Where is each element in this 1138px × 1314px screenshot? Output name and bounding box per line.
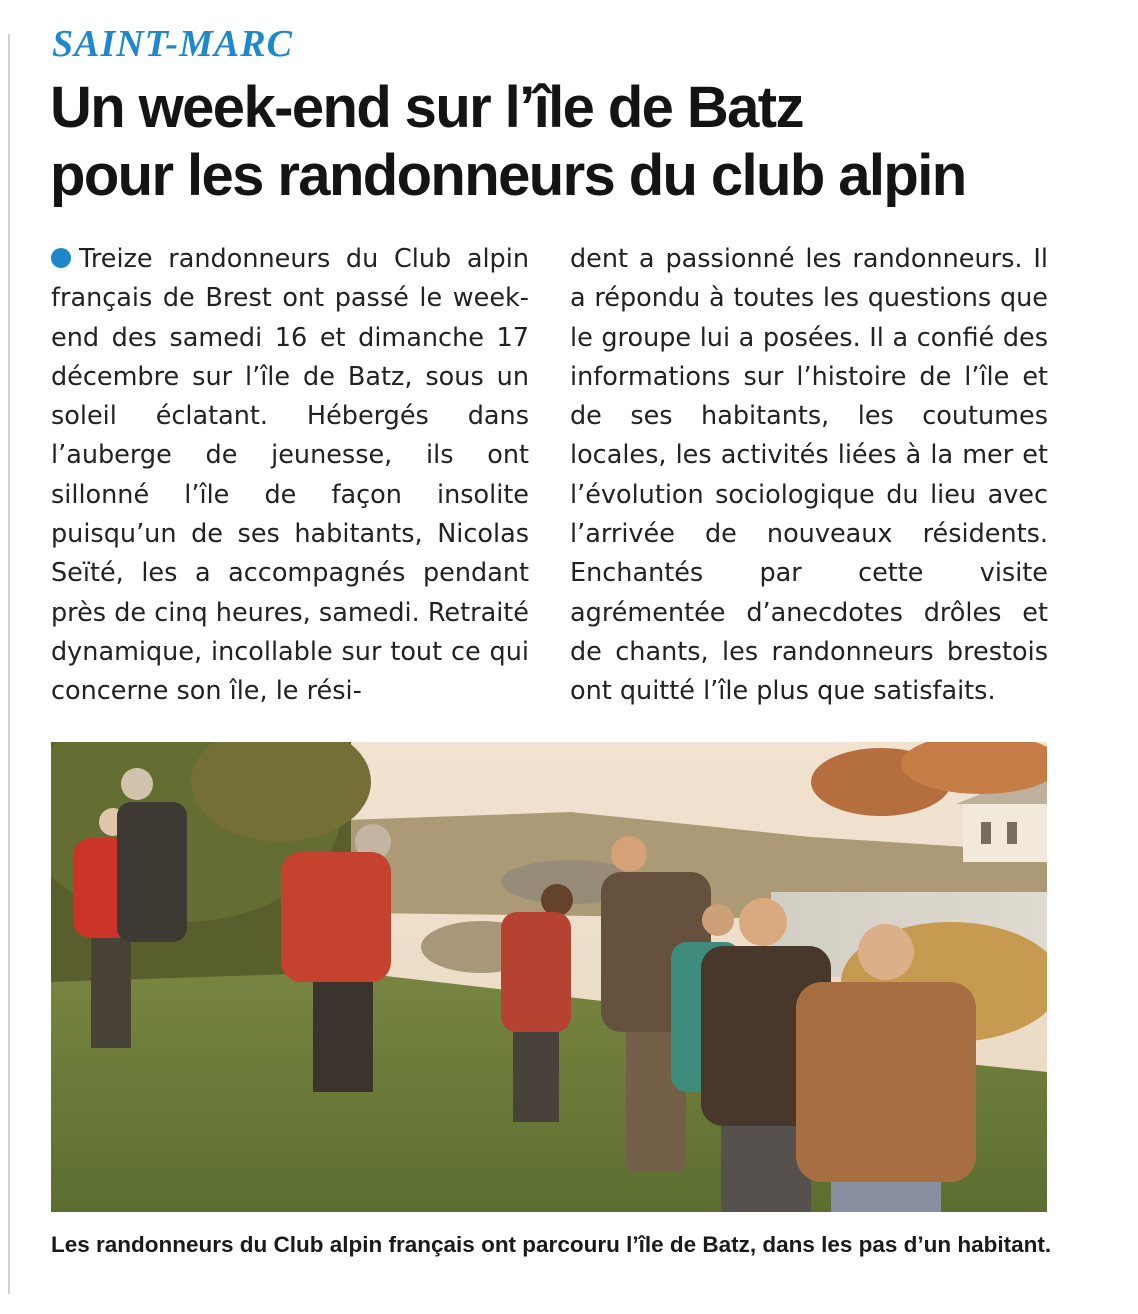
body-text-1: Treize randonneurs du Club alpin français de Brest ont passé le week-end des samedi 16 et dimanche 17 décembre sur l’île de Batz, sous un soleil éclatant. Hébergés dans l’auberge de jeunesse, ils ont sillonné l’île de façon insolite puisqu’un de ses habitants, Nicolas Seïté, les a accompagnés pendant près de cinq heures, samedi. Retraité dynamique, incollable sur tout ce qui concerne son île, le rési- [51,244,529,707]
photo-caption: Les randonneurs du Club alpin français ont parcouru l’île de Batz, dans les pas d’un habitant. [51,1232,1052,1257]
headline [50,74,1100,210]
headline-line-1: Un week-end sur l’île de Batz [50,75,803,140]
hikers-photo-illustration [51,742,1047,1212]
body-column-1 [51,240,529,712]
body-text-2: dent a passionné les randonneurs. Il a répondu à toutes les questions que le groupe lui a posées. Il a confié des informations sur l’histoire de l’île et de ses habitants, les coutumes locales, les activités liées à la mer et l’évolution sociologique du lieu avec l’arrivée de nouveaux résidents. Enchantés par cette visite agrémentée d’anecdotes drôles et de chants, les randonneurs brestois ont quitté l’île plus que satisfaits. [570,244,1048,707]
bullet-icon [51,248,71,268]
headline-line-2: pour les randonneurs du club alpin [50,143,966,208]
kicker-location: SAINT-MARC [52,23,293,65]
body-column-2 [570,240,1048,712]
column-rule [8,34,10,1294]
article-photo [51,742,1047,1212]
